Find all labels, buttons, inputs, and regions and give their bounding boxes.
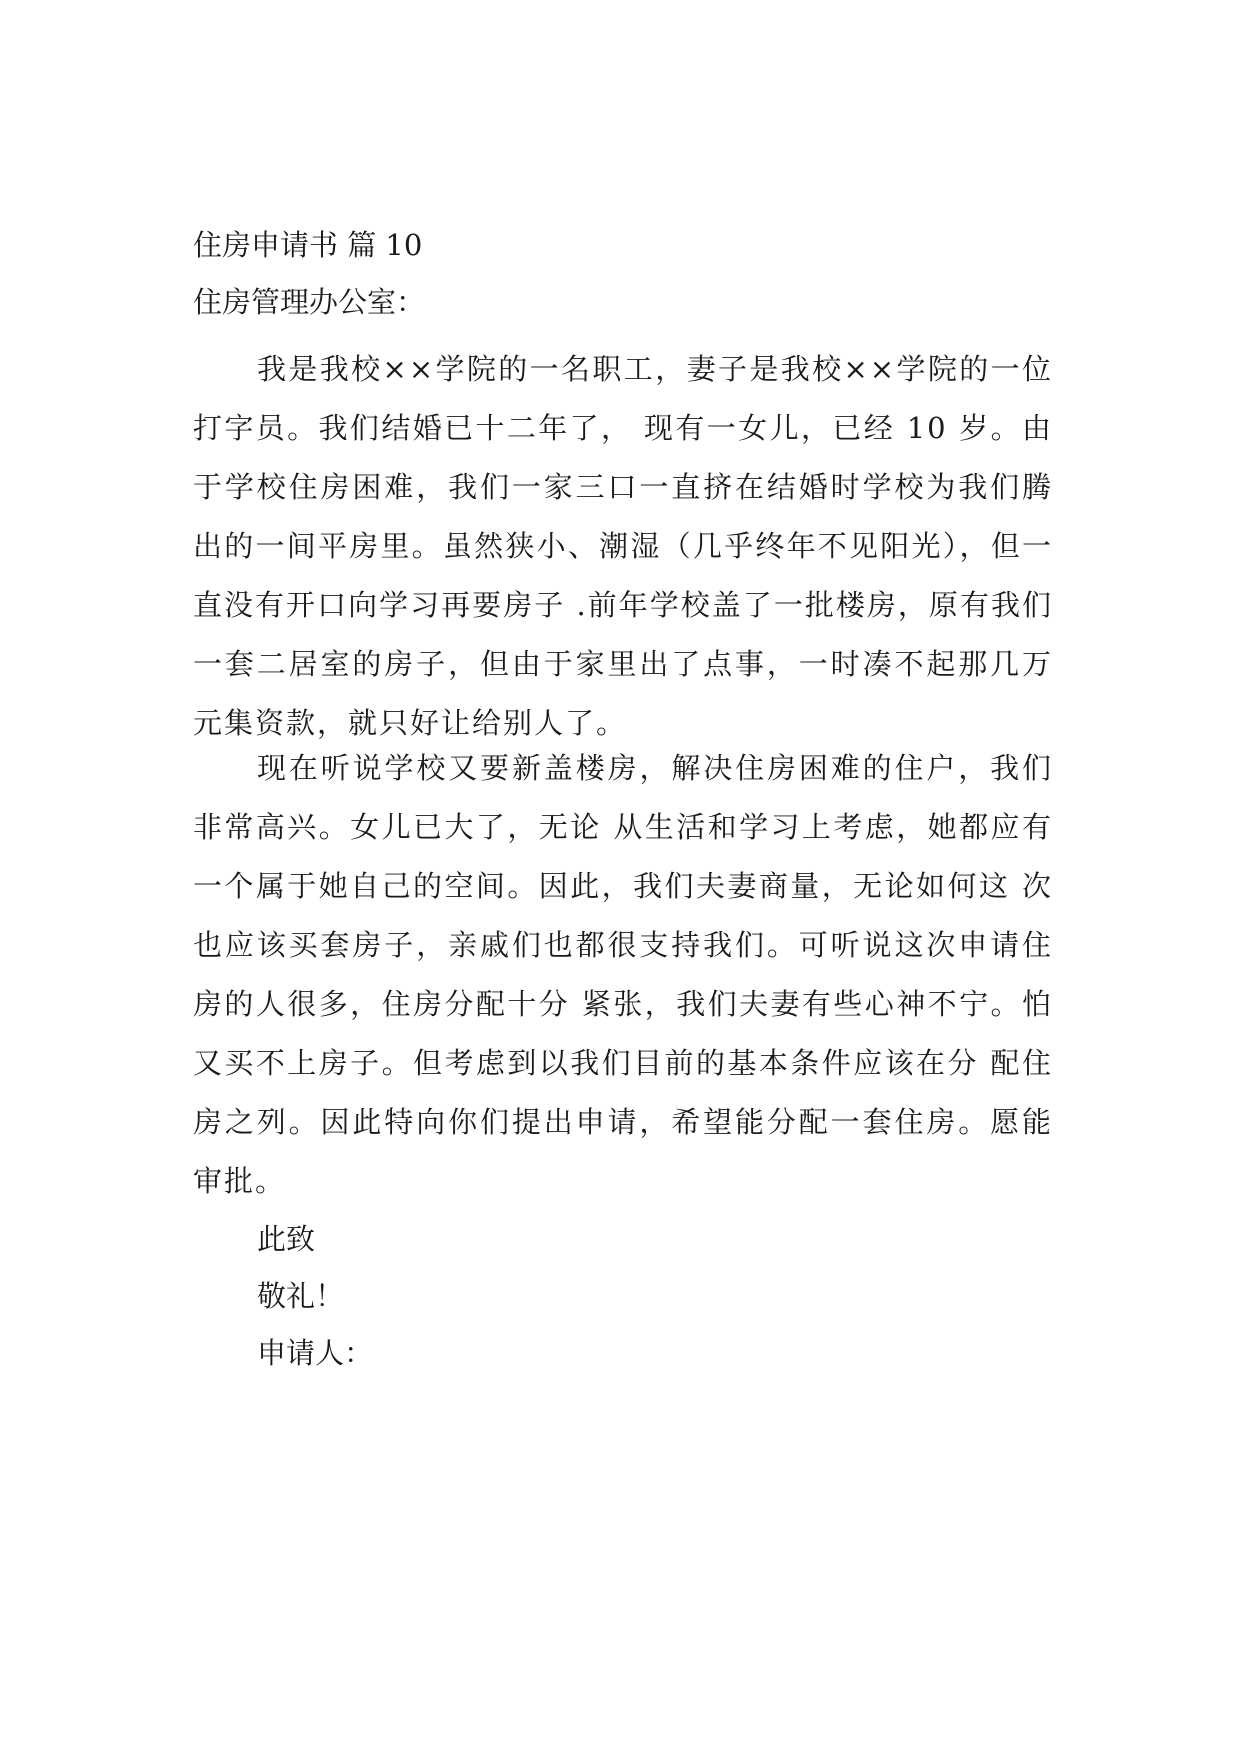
body-paragraph-2: 现在听说学校又要新盖楼房，解决住房困难的住户，我们非常高兴。女儿已大了，无论 从生活和学习上考虑，她都应有一个属于她自己的空间。因此，我们夫妻商量，无论如何这 次也应该买套房子，亲戚们也都很支持我们。可听说这次申请住房的人很多，住房分配十分 紧张，我们夫妻有些心神不宁。怕又买不上房子。但考虑到以我们目前的基本条件应该在分 配住房之列。因此特向你们提出申请，希望能分配一套住房。愿能审批。 — [193, 751, 1053, 1198]
body-paragraph-1: 我是我校××学院的一名职工，妻子是我校××学院的一位打字员。我们结婚已十二年了， 现有一女儿，已经 10 岁。由于学校住房困难，我们一家三口一直挤在结婚时学校为我们腾出的一间平房里。虽然狭小、潮湿（几乎终年不见阳光），但一直没有开口向学习再要房子 .前年学校盖了一批楼房，原有我们一套二居室的房子，但由于家里出了点事，一时凑不起那几万元集资款，就只好让给别人了。 — [193, 352, 1053, 740]
closing-greeting: 此致 — [257, 1222, 316, 1256]
applicant-label: 申请人： — [257, 1336, 374, 1370]
salutation: 住房管理办公室： — [193, 285, 426, 319]
closing-salute: 敬礼！ — [257, 1279, 345, 1313]
document-title: 住房申请书 篇 10 — [193, 228, 423, 262]
